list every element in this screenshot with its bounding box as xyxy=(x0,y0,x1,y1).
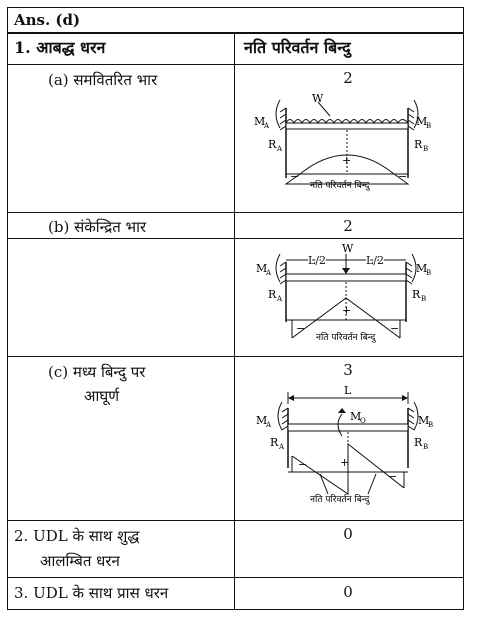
row-divider xyxy=(7,212,464,213)
svg-text:−: − xyxy=(298,458,308,471)
svg-text:W: W xyxy=(342,242,354,255)
svg-text:A: A xyxy=(277,295,283,303)
row-b-label: (b) संकेन्द्रित भार xyxy=(48,218,147,236)
svg-text:B: B xyxy=(428,421,434,429)
svg-text:−: − xyxy=(390,322,400,335)
svg-text:R: R xyxy=(268,138,277,151)
svg-text:B: B xyxy=(421,295,427,303)
svg-text:L: L xyxy=(344,384,352,397)
svg-text:−: − xyxy=(290,170,300,183)
row-divider xyxy=(7,356,464,357)
row-c-label-line2: आघूर्ण xyxy=(84,387,120,405)
answer-label: Ans. (d) xyxy=(14,11,81,29)
row-3-label: 3. UDL के साथ प्रास धरन xyxy=(14,584,169,602)
svg-text:M: M xyxy=(254,115,266,128)
point-load-fixed-beam-diagram xyxy=(252,240,432,350)
row-divider xyxy=(7,520,464,521)
svg-text:M: M xyxy=(416,115,428,128)
svg-text:−: − xyxy=(296,322,306,335)
svg-text:B: B xyxy=(426,122,432,130)
svg-text:A: A xyxy=(264,122,270,130)
svg-text:M: M xyxy=(418,414,430,427)
header-inflection-points: नति परिवर्तन बिन्दु xyxy=(244,38,351,57)
svg-text:M: M xyxy=(256,262,268,275)
row-divider xyxy=(7,577,464,578)
svg-text:M: M xyxy=(256,414,268,427)
row-3-count: 0 xyxy=(343,583,353,601)
svg-text:−: − xyxy=(388,470,398,483)
column-divider xyxy=(234,33,235,610)
svg-text:B: B xyxy=(426,269,432,277)
row-divider xyxy=(7,238,464,239)
svg-text:A: A xyxy=(266,269,272,277)
inflection-caption: नति परिवर्तन बिन्दु xyxy=(310,495,370,505)
svg-text:+: + xyxy=(342,154,352,167)
row-divider xyxy=(7,64,464,65)
svg-text:R: R xyxy=(414,138,423,151)
row-2-label-line1: 2. UDL के साथ शुद्ध xyxy=(14,527,140,545)
svg-text:+: + xyxy=(340,456,350,469)
svg-text:A: A xyxy=(279,443,285,451)
svg-text:R: R xyxy=(270,436,279,449)
svg-text:R: R xyxy=(268,288,277,301)
row-2-label-line2: आलम्बित धरन xyxy=(40,552,120,570)
load-label: W xyxy=(312,92,324,105)
svg-text:R: R xyxy=(414,436,423,449)
svg-text:L/2: L/2 xyxy=(366,254,385,267)
svg-text:A: A xyxy=(277,145,283,153)
row-c-label-line1: (c) मध्य बिन्दु पर xyxy=(48,363,146,381)
svg-text:B: B xyxy=(423,443,429,451)
udl-fixed-beam-diagram xyxy=(250,90,430,200)
moment-fixed-beam-diagram xyxy=(252,380,432,515)
row-c-count: 3 xyxy=(343,361,353,379)
header-beam-type: 1. आबद्ध धरन xyxy=(14,38,106,57)
svg-text:B: B xyxy=(423,145,429,153)
row-a-label: (a) समवितरित भार xyxy=(48,71,158,89)
inflection-caption: नति परिवर्तन बिन्दु xyxy=(316,333,376,343)
svg-text:+: + xyxy=(342,304,352,317)
svg-text:A: A xyxy=(266,421,272,429)
svg-text:M: M xyxy=(416,262,428,275)
svg-text:L/2: L/2 xyxy=(308,254,327,267)
row-b-count: 2 xyxy=(343,217,353,235)
inflection-caption: नति परिवर्तन बिन्दु xyxy=(310,181,370,191)
row-a-count: 2 xyxy=(343,69,353,87)
svg-text:O: O xyxy=(360,417,366,425)
svg-text:−: − xyxy=(398,170,408,183)
svg-text:R: R xyxy=(412,288,421,301)
svg-text:M: M xyxy=(350,410,362,423)
row-2-count: 0 xyxy=(343,525,353,543)
